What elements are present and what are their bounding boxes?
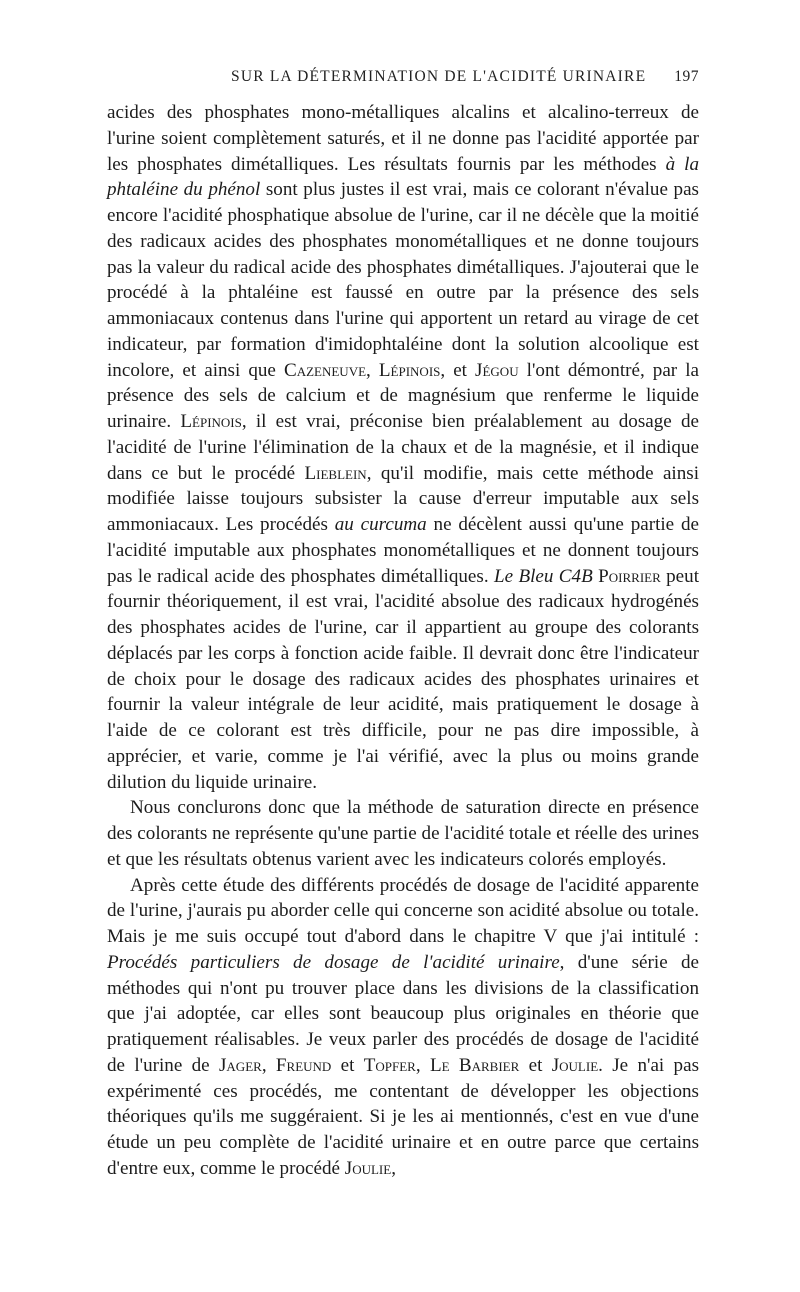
author-name: Cazeneuve [283, 359, 367, 381]
text-run: , [391, 1157, 396, 1179]
italic-run: à la phtaléine du phénol [107, 153, 699, 201]
author-name: Poirrier [598, 565, 661, 587]
running-title: SUR LA DÉTERMINATION DE L'ACIDITÉ URINAIRE [231, 68, 647, 85]
text-run: , qu'il modifie, mais cette méthode ainsi modifiée laisse toujours subsister la cause d'erreur imputable aux sels ammoniacaux. Les procédés [107, 462, 700, 535]
text-run: , d'une série de méthodes qui n'ont pu trouver place dans les divisions de la classification que j'ai adoptée, car elles sont beaucoup plus originales en théorie que pratiquement réalisables. Je veux parler des procédés de dosage de l'acidité de l'urine de [107, 951, 700, 1076]
text-run: . Je n'ai pas expérimenté ces procédés, me contentant de développer les objections théoriques qu'ils me suggéraient. Si je les ai mentionnés, c'est en vue d'une étude un peu complète de l'acidité urinaire et en outre parce que certains d'entre eux, comme le procédé [107, 1054, 699, 1179]
author-name: Joulie [551, 1054, 599, 1076]
italic-run: au curcuma [334, 514, 427, 535]
text-run: , [261, 1054, 276, 1076]
author-name: Lieblein [304, 462, 367, 484]
text-run: , et [440, 359, 476, 381]
text-run: , [415, 1054, 430, 1076]
text-run: Après cette étude des différents procédés de dosage de l'acidité apparente de l'urine, j'aurais pu aborder celle qui concerne son acidité absolue ou totale. Mais je me suis occupé tout d'abord dans le chapitre V que j'ai intitulé : [107, 874, 699, 947]
author-name: Jager [218, 1054, 262, 1076]
text-run: l'ont démontré, par la présence des sels de calcium et de magnésium que renferme le liquide urinaire. [107, 359, 699, 432]
author-name: Lépinois [180, 411, 242, 432]
author-name: Lépinois [378, 359, 441, 381]
text-run: ne décèlent aussi qu'une partie de l'acidité imputable aux phosphates monométalliques et ne donnent toujours pas le radical acide des phosphates dimétalliques. [107, 514, 699, 587]
paragraph-1 [107, 100, 699, 795]
paragraph-2: Nous conclurons donc que la méthode de saturation directe en présence des colorants ne représente qu'une partie de l'acidité totale et réelle des urines et que les résultats obtenus varient avec les indicateurs colorés employés. [107, 797, 699, 870]
text-run: peut fournir théoriquement, il est vrai, l'acidité absolue des radicaux hydrogénés des phosphates acides de l'urine, car il appartient au groupe des colorants déplacés par les corps à fonction acide faible. Il devrait donc être l'indicateur de choix pour le dosage des radicaux acides des phosphates urinaires et fournir la valeur intégrale de leur acidité, mais pratiquement le dosage à l'aide de ce colorant est très difficile, pour ne pas dire impossible, à apprécier, et varie, comme je l'ai vérifié, avec la plus ou moins grande dilution du liquide urinaire. [107, 565, 700, 793]
text-run: et [519, 1054, 552, 1076]
running-header [107, 68, 699, 92]
body-text [107, 100, 699, 1182]
text-run: et [331, 1054, 364, 1076]
text-run: , il est vrai, préconise bien préalablement au dosage de l'acidité de l'urine l'élimination de la chaux et de la magnésie, et il indique dans ce but le procédé [107, 411, 700, 484]
author-name: Joulie [344, 1157, 392, 1179]
page-number: 197 [674, 68, 699, 85]
text-run: acides des phosphates mono-métalliques alcalins et alcalino-terreux de l'urine soient complètement saturés, et il ne donne pas l'acidité apportée par les phosphates dimétalliques. Les résultats fournis par les méthodes [107, 102, 699, 175]
text-run: sont plus justes il est vrai, mais ce colorant n'évalue pas encore l'acidité phosphatique absolue de l'urine, car il ne décèle que la moitié des radicaux acides des phosphates monométalliques et ne donne toujours pas la valeur du radical acide des phosphates dimétalliques. J'ajouterai que le procédé à la phtaléine est faussé en outre par la présence des sels ammoniacaux contenus dans l'urine qui apportent un retard au virage de cet indicateur, par formation d'imidophtaléine dont la solution alcoolique est incolore, et ainsi que [107, 179, 699, 381]
author-name: Freund [275, 1054, 332, 1076]
author-name: Jégou [475, 359, 519, 381]
paragraph-3 [107, 873, 699, 1182]
book-page [107, 68, 699, 1182]
italic-run: Le Bleu C4B [493, 565, 593, 587]
text-run: , [366, 359, 379, 381]
italic-run: Procédés particuliers de dosage de l'acidité urinaire [107, 951, 560, 973]
author-name: Topfer [363, 1054, 416, 1076]
author-name: Le Barbier [429, 1054, 520, 1076]
